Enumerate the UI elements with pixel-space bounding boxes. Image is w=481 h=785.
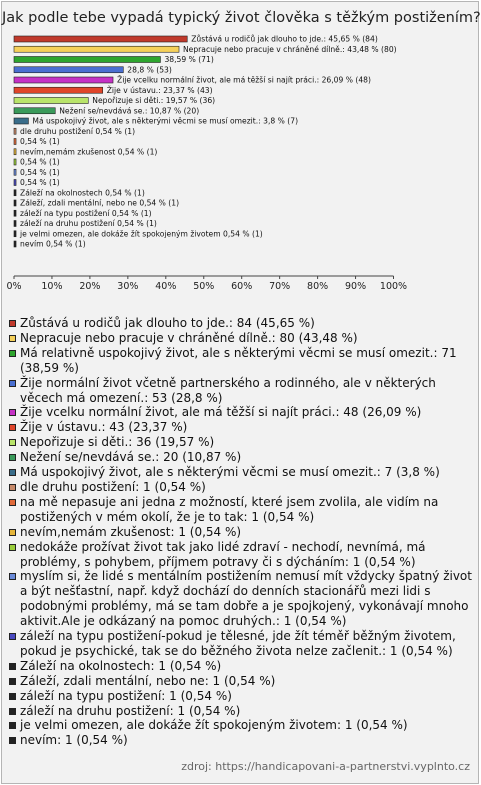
legend-label: na mě nepasuje ani jedna z možností, které jsem zvolila, ale vidím na postižených v mém okolí, že je to tak: 1 (0,54 %) bbox=[20, 494, 439, 524]
bar bbox=[14, 98, 88, 104]
bar bbox=[14, 46, 179, 52]
bar-label: Záleží, zdali mentální, nebo ne 0,54 % (1) bbox=[20, 198, 180, 208]
legend-item bbox=[7, 316, 473, 331]
bar bbox=[14, 190, 16, 196]
legend-label: Zůstává u rodičů jak dlouho to jde.: 84 (45,65 %) bbox=[20, 316, 315, 330]
legend-swatch bbox=[9, 424, 16, 431]
bar bbox=[14, 57, 160, 63]
legend-item bbox=[7, 420, 473, 435]
x-tick-label: 10% bbox=[41, 281, 63, 292]
x-tick-label: 60% bbox=[231, 281, 253, 292]
bar-label: 38,59 % (71) bbox=[164, 55, 214, 64]
legend-item bbox=[7, 376, 473, 406]
legend-swatch bbox=[9, 544, 16, 551]
plot-area bbox=[6, 34, 474, 292]
legend-swatch bbox=[9, 737, 16, 744]
legend-swatch bbox=[9, 469, 16, 476]
x-tick-label: 30% bbox=[117, 281, 139, 292]
legend-label: dle druhu postižení: 1 (0,54 %) bbox=[20, 479, 206, 494]
x-tick-label: 100% bbox=[379, 281, 408, 292]
bar bbox=[14, 77, 113, 83]
bar bbox=[14, 87, 103, 93]
bar bbox=[14, 36, 187, 42]
legend-item bbox=[7, 346, 473, 376]
legend-item bbox=[7, 733, 473, 748]
bar bbox=[14, 221, 16, 227]
chart-frame bbox=[1, 1, 479, 784]
legend-label: nevím,nemám zkušenost: 1 (0,54 %) bbox=[20, 524, 242, 539]
legend-item bbox=[7, 465, 473, 480]
bar-label: nevím,nemám zkušenost 0,54 % (1) bbox=[20, 147, 158, 157]
bar-label: 0,54 % (1) bbox=[20, 178, 60, 187]
legend-label: Záleží na okolnostech: 1 (0,54 %) bbox=[20, 658, 222, 673]
bar bbox=[14, 169, 16, 175]
legend-label: Nepořizuje si děti.: 36 (19,57 %) bbox=[20, 435, 215, 450]
legend-label: Žije vcelku normální život, ale má těžší si najít práci.: 48 (26,09 %) bbox=[20, 405, 422, 420]
legend-swatch bbox=[9, 693, 16, 700]
bar-label: Zůstává u rodičů jak dlouho to jde.: 45,65 % (84) bbox=[191, 34, 378, 44]
bar-label: Nepracuje nebo pracuje v chráněné dílně.: 43,48 % (80) bbox=[183, 44, 397, 54]
legend-swatch bbox=[9, 350, 16, 357]
legend-swatch bbox=[9, 529, 16, 536]
bar-label: 28,8 % (53) bbox=[127, 65, 172, 75]
legend-item bbox=[7, 540, 473, 570]
legend-label: Má relativně uspokojivý život, ale s některými věcmi se musí omezit.: 71 (38,59 %) bbox=[20, 345, 457, 375]
legend-swatch bbox=[9, 454, 16, 461]
bar-label: nevím 0,54 % (1) bbox=[20, 239, 86, 249]
chart-title: Jak podle tebe vypadá typický život člověka s těžkým postižením? bbox=[2, 10, 481, 26]
legend-item bbox=[7, 569, 473, 629]
legend-swatch bbox=[9, 484, 16, 491]
legend-item bbox=[7, 405, 473, 420]
bar bbox=[14, 200, 16, 206]
x-tick-label: 0% bbox=[6, 281, 22, 292]
legend-swatch bbox=[9, 663, 16, 670]
legend-swatch bbox=[9, 380, 16, 387]
legend-label: Má uspokojivý život, ale s některými věcmi se musí omezit.: 7 (3,8 %) bbox=[20, 465, 440, 480]
legend-swatch bbox=[9, 335, 16, 342]
legend-label: Nepracuje nebo pracuje v chráněné dílně.: 80 (43,48 %) bbox=[20, 330, 358, 345]
bar-label: Žije v ústavu.: 23,37 % (43) bbox=[106, 85, 213, 95]
legend-label: záleží na typu postižení: 1 (0,54 %) bbox=[20, 688, 232, 703]
bar-label: 0,54 % (1) bbox=[20, 167, 60, 177]
bar bbox=[14, 118, 28, 124]
x-tick-label: 90% bbox=[344, 281, 367, 292]
legend-label: nedokáže prožívat život tak jako lidé zdraví - nechodí, nevnímá, má problémy, s pohybem, příjmem potravy či s dýcháním: 1 (0,54 %) bbox=[20, 539, 426, 569]
legend-label: záleží na typu postižení-pokud je tělesné, jde žít téměř běžným životem, pokud je psychické, tak se do běžného života nelze začlenit.: 1 (0,54 %) bbox=[20, 629, 456, 658]
legend-swatch bbox=[9, 439, 16, 446]
bar bbox=[14, 108, 55, 114]
x-tick-label: 80% bbox=[307, 281, 329, 292]
legend-label: záleží na druhu postižení: 1 (0,54 %) bbox=[20, 703, 241, 718]
legend-swatch bbox=[9, 409, 16, 416]
x-tick-label: 20% bbox=[79, 281, 101, 292]
bar bbox=[14, 231, 16, 237]
bar bbox=[14, 67, 123, 73]
legend-label: nevím: 1 (0,54 %) bbox=[20, 733, 128, 748]
legend-swatch bbox=[9, 678, 16, 685]
legend-swatch bbox=[9, 722, 16, 729]
bar-label: je velmi omezen, ale dokáže žít spokojeným životem 0,54 % (1) bbox=[20, 229, 263, 239]
source-note: zdroj: https://handicapovani-a-partnerstvi.vyplnto.cz bbox=[181, 760, 470, 773]
legend-label: Nežení se/nevdává se.: 20 (10,87 %) bbox=[20, 450, 242, 465]
legend-item bbox=[7, 331, 473, 346]
legend bbox=[7, 316, 473, 748]
legend-item bbox=[7, 480, 473, 495]
bar bbox=[14, 149, 16, 155]
legend-item bbox=[7, 495, 473, 525]
legend-item bbox=[7, 659, 473, 674]
bar bbox=[14, 139, 16, 145]
bar-label: Má uspokojivý život, ale s některými věcmi se musí omezit.: 3,8 % (7) bbox=[32, 116, 299, 126]
bar-label: dle druhu postižení 0,54 % (1) bbox=[20, 126, 136, 136]
legend-item bbox=[7, 704, 473, 719]
legend-label: je velmi omezen, ale dokáže žít spokojeným životem: 1 (0,54 %) bbox=[20, 718, 408, 733]
bar-label: Záleží na okolnostech 0,54 % (1) bbox=[20, 188, 145, 198]
legend-item bbox=[7, 629, 473, 659]
bar bbox=[14, 159, 16, 165]
bar-label: Žije vcelku normální život, ale má těžší si najít práci.: 26,09 % (48) bbox=[117, 75, 371, 85]
legend-swatch bbox=[9, 499, 16, 506]
x-tick-label: 70% bbox=[269, 281, 291, 292]
bar-label: Nežení se/nevdává se.: 10,87 % (20) bbox=[59, 106, 200, 116]
bar-label: záleží na druhu postižení 0,54 % (1) bbox=[20, 219, 157, 228]
legend-item bbox=[7, 718, 473, 733]
legend-label: myslím si, že lidé s mentálním postižením nemusí mít vždycky špatný život a být nešťastní, např. když dochází do denních stacionářů mezi lidi s podobnými problémy, má se tam dobře a je spojkojený, vykonávají mnoho aktivit.Ale je odkázaný na pomoc druhých.: 1 (0,54 %) bbox=[20, 569, 472, 629]
legend-item bbox=[7, 674, 473, 689]
legend-item bbox=[7, 689, 473, 704]
legend-swatch bbox=[9, 633, 16, 640]
x-tick-label: 40% bbox=[155, 281, 177, 292]
bar-chart bbox=[6, 34, 474, 292]
bar bbox=[14, 180, 16, 186]
legend-item bbox=[7, 435, 473, 450]
bar bbox=[14, 128, 16, 134]
legend-item bbox=[7, 450, 473, 465]
x-tick-label: 50% bbox=[193, 281, 215, 292]
bar-label: 0,54 % (1) bbox=[20, 137, 60, 146]
legend-swatch bbox=[9, 320, 16, 327]
bar-label: 0,54 % (1) bbox=[20, 157, 60, 167]
bar bbox=[14, 241, 16, 247]
bar-label: Nepořizuje si děti.: 19,57 % (36) bbox=[92, 96, 216, 105]
legend-label: Žije normální život včetně partnerského a rodinného, ale v některých věcech má omezení.: 53 (28,8 %) bbox=[20, 375, 436, 405]
legend-label: Záleží, zdali mentální, nebo ne: 1 (0,54 %) bbox=[20, 673, 276, 688]
legend-swatch bbox=[9, 708, 16, 715]
bar bbox=[14, 210, 16, 216]
bar-label: záleží na typu postižení 0,54 % (1) bbox=[20, 208, 152, 218]
legend-item bbox=[7, 525, 473, 540]
legend-swatch bbox=[9, 573, 16, 580]
legend-label: Žije v ústavu.: 43 (23,37 %) bbox=[20, 420, 188, 435]
